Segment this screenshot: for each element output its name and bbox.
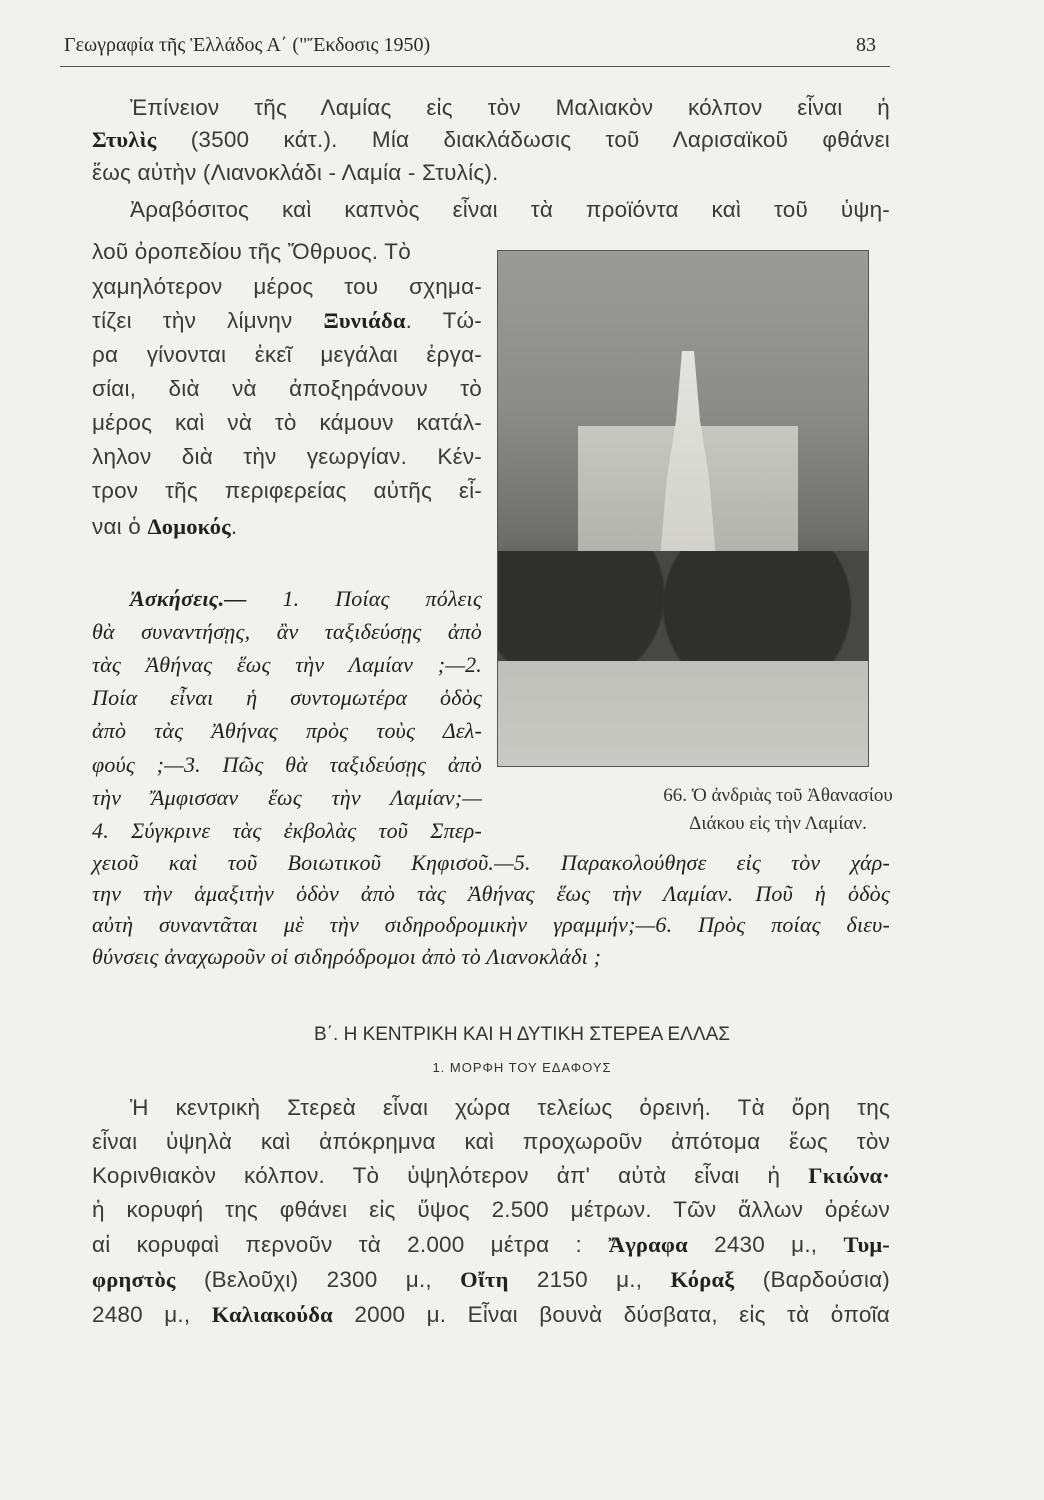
text-run: Ἐπίνειον τῆς Λαμίας εἰς τὸν Μαλιακὸν κόλπον εἶναι ἡ bbox=[130, 95, 890, 120]
text-run: (Βαρδούσια) bbox=[734, 1267, 890, 1292]
para3-line bbox=[92, 1163, 890, 1189]
header-rule bbox=[60, 66, 890, 67]
text-run: Ἀραβόσιτος καὶ καπνὸς εἶναι τὰ προϊόντα καὶ τοῦ ὑψη- bbox=[130, 197, 890, 222]
text-run: (3500 κάτ.). Μία διακλάδωσις τοῦ Λαρισαϊκοῦ φθάνει bbox=[156, 127, 890, 152]
text-run: φούς ;—3. Πῶς θὰ ταξιδεύσῃς ἀπὸ bbox=[92, 752, 482, 777]
page-number: 83 bbox=[856, 34, 876, 56]
exercises-line bbox=[92, 619, 482, 645]
text-run: χαμηλότερον μέρος του σχημα- bbox=[92, 274, 482, 299]
text-run: λοῦ ὀροπεδίου τῆς Ὄθρυος. Τὸ bbox=[92, 239, 411, 264]
exercises-line bbox=[92, 881, 890, 907]
trees bbox=[498, 551, 868, 661]
exercises-line bbox=[92, 752, 482, 778]
running-header: Γεωγραφία τῆς Ἑλλάδος Α΄ ("Ἔκδοσις 1950) bbox=[64, 34, 431, 56]
text-run: 1. Ποίας πόλεις bbox=[246, 586, 482, 611]
para2-line bbox=[92, 239, 482, 265]
para1-line bbox=[92, 127, 890, 153]
para2-line bbox=[92, 342, 482, 368]
text-run: χειοῦ καὶ τοῦ Βοιωτικοῦ Κηφισοῦ.—5. Παρακολούθησε εἰς τὸν χάρ- bbox=[92, 850, 890, 875]
exercises-line bbox=[92, 685, 482, 711]
section-subheading: 1. ΜΟΡΦΗ ΤΟΥ ΕΔΑΦΟΥΣ bbox=[432, 1060, 612, 1075]
text-run: τὴν Ἄμφισσαν ἕως τὴν Λαμίαν;— bbox=[92, 785, 482, 810]
bold-term: Τυμ- bbox=[843, 1232, 890, 1257]
bold-term: Καλιακούδα bbox=[211, 1302, 333, 1327]
text-run: θύνσεις ἀναχωροῦν οἱ σιδηρόδρομοι ἀπὸ τὸ Λιανοκλάδι ; bbox=[92, 944, 602, 969]
para3-line bbox=[92, 1197, 890, 1223]
text-run: Κορινθιακὸν κόλπον. Τὸ ὑψηλότερον ἀπ' αὐτὰ εἶναι ἡ bbox=[92, 1163, 809, 1188]
text-run: ρα γίνονται ἐκεῖ μεγάλαι ἐργα- bbox=[92, 342, 482, 367]
para2-line bbox=[92, 410, 482, 436]
statue-photo bbox=[497, 250, 869, 767]
text-run: Ποία εἶναι ἡ συντομωτέρα ὁδὸς bbox=[92, 685, 482, 710]
exercises-line bbox=[92, 944, 602, 970]
text-run: ναι ὁ bbox=[92, 514, 148, 539]
exercises-line bbox=[92, 850, 890, 876]
bold-term: Γκιώνα· bbox=[808, 1163, 890, 1188]
text-run: σίαι, διὰ νὰ ἀποξηράνουν τὸ bbox=[92, 376, 482, 401]
text-run: 2430 μ., bbox=[687, 1232, 844, 1257]
text-run: ἕως αὐτὴν (Λιανοκλάδι - Λαμία - Στυλίς). bbox=[92, 160, 499, 185]
para2-line bbox=[130, 197, 890, 223]
text-run: μέρος καὶ νὰ τὸ κάμουν κατάλ- bbox=[92, 410, 482, 435]
bold-term: Ἀσκήσεις.— bbox=[130, 586, 247, 611]
exercises-line bbox=[92, 718, 482, 744]
bold-term: Κόραξ bbox=[670, 1267, 735, 1292]
para1-line bbox=[92, 160, 499, 186]
bold-term: Δομοκός bbox=[147, 514, 231, 539]
section-heading: Β΄. Η ΚΕΝΤΡΙΚΗ ΚΑΙ Η ΔΥΤΙΚΗ ΣΤΕΡΕΑ ΕΛΛΑΣ bbox=[314, 1024, 730, 1045]
text-run: ἡ κορυφή της φθάνει εἰς ὕψος 2.500 μέτρων. Τῶν ἄλλων ὀρέων bbox=[92, 1197, 890, 1222]
para2-line bbox=[92, 376, 482, 402]
para2-line bbox=[92, 274, 482, 300]
exercises-line bbox=[92, 785, 482, 811]
text-run: τίζει τὴν λίμνην bbox=[92, 308, 324, 333]
text-run: την τὴν ἁμαξιτὴν ὁδὸν ἀπὸ τὰς Ἀθήνας ἕως τὴν Λαμίαν. Ποῦ ἡ ὁδὸς bbox=[92, 881, 890, 906]
bold-term: φρηστὸς bbox=[92, 1267, 176, 1292]
para3-line bbox=[92, 1232, 890, 1258]
para3-line bbox=[130, 1095, 890, 1121]
bold-term: Ξυνιάδα bbox=[323, 308, 406, 333]
para1-line bbox=[130, 95, 890, 121]
text-run: 4. Σύγκρινε τὰς ἐκβολὰς τοῦ Σπερ- bbox=[92, 818, 482, 843]
exercises-line bbox=[130, 586, 482, 612]
text-run: . Τώ- bbox=[405, 308, 482, 333]
para2-line bbox=[92, 478, 482, 504]
bold-term: Ἄγραφα bbox=[608, 1232, 688, 1257]
text-run: αὐτὴ συναντᾶται μὲ τὴν σιδηροδρομικὴν γραμμήν;—6. Πρὸς ποίας διευ- bbox=[92, 912, 890, 937]
para3-line bbox=[92, 1129, 890, 1155]
text-run: εἶναι ὑψηλὰ καὶ ἀπόκρημνα καὶ προχωροῦν ἀπότομα ἕως τὸν bbox=[92, 1129, 890, 1154]
bold-term: Οἴτη bbox=[460, 1267, 509, 1292]
exercises-line bbox=[92, 818, 482, 844]
text-run: (Βελοῦχι) 2300 μ., bbox=[175, 1267, 461, 1292]
text-run: ἀπὸ τὰς Ἀθήνας πρὸς τοὺς Δελ- bbox=[92, 718, 482, 743]
text-run: Ἡ κεντρικὴ Στερεὰ εἶναι χώρα τελείως ὀρεινή. Τὰ ὄρη της bbox=[130, 1095, 890, 1120]
para3-line bbox=[92, 1302, 890, 1328]
figure-caption-line1: 66. Ὁ ἀνδριὰς τοῦ Ἀθανασίου bbox=[663, 785, 893, 806]
text-run: . bbox=[230, 514, 238, 539]
text-run: ληλον διὰ τὴν γεωργίαν. Κέν- bbox=[92, 444, 482, 469]
para2-line bbox=[92, 308, 482, 334]
para2-line bbox=[92, 514, 292, 540]
figure-caption-line2: Διάκου εἰς τὴν Λαμίαν. bbox=[689, 813, 867, 834]
text-run: 2150 μ., bbox=[508, 1267, 671, 1292]
para3-line bbox=[92, 1267, 890, 1293]
exercises-line bbox=[92, 652, 482, 678]
bold-term: Στυλὶς bbox=[92, 127, 157, 152]
text-run: θὰ συναντήσῃς, ἂν ταξιδεύσῃς ἀπὸ bbox=[92, 619, 482, 644]
text-run: 2480 μ., bbox=[92, 1302, 212, 1327]
text-run: 2000 μ. Εἶναι βουνὰ δύσβατα, εἰς τὰ ὁποῖα bbox=[332, 1302, 890, 1327]
para2-line bbox=[92, 444, 482, 470]
exercises-line bbox=[92, 912, 890, 938]
text-run: αἱ κορυφαὶ περνοῦν τὰ 2.000 μέτρα : bbox=[92, 1232, 609, 1257]
text-run: τρον τῆς περιφερείας αὐτῆς εἶ- bbox=[92, 478, 482, 503]
text-run: τὰς Ἀθήνας ἕως τὴν Λαμίαν ;—2. bbox=[92, 652, 482, 677]
